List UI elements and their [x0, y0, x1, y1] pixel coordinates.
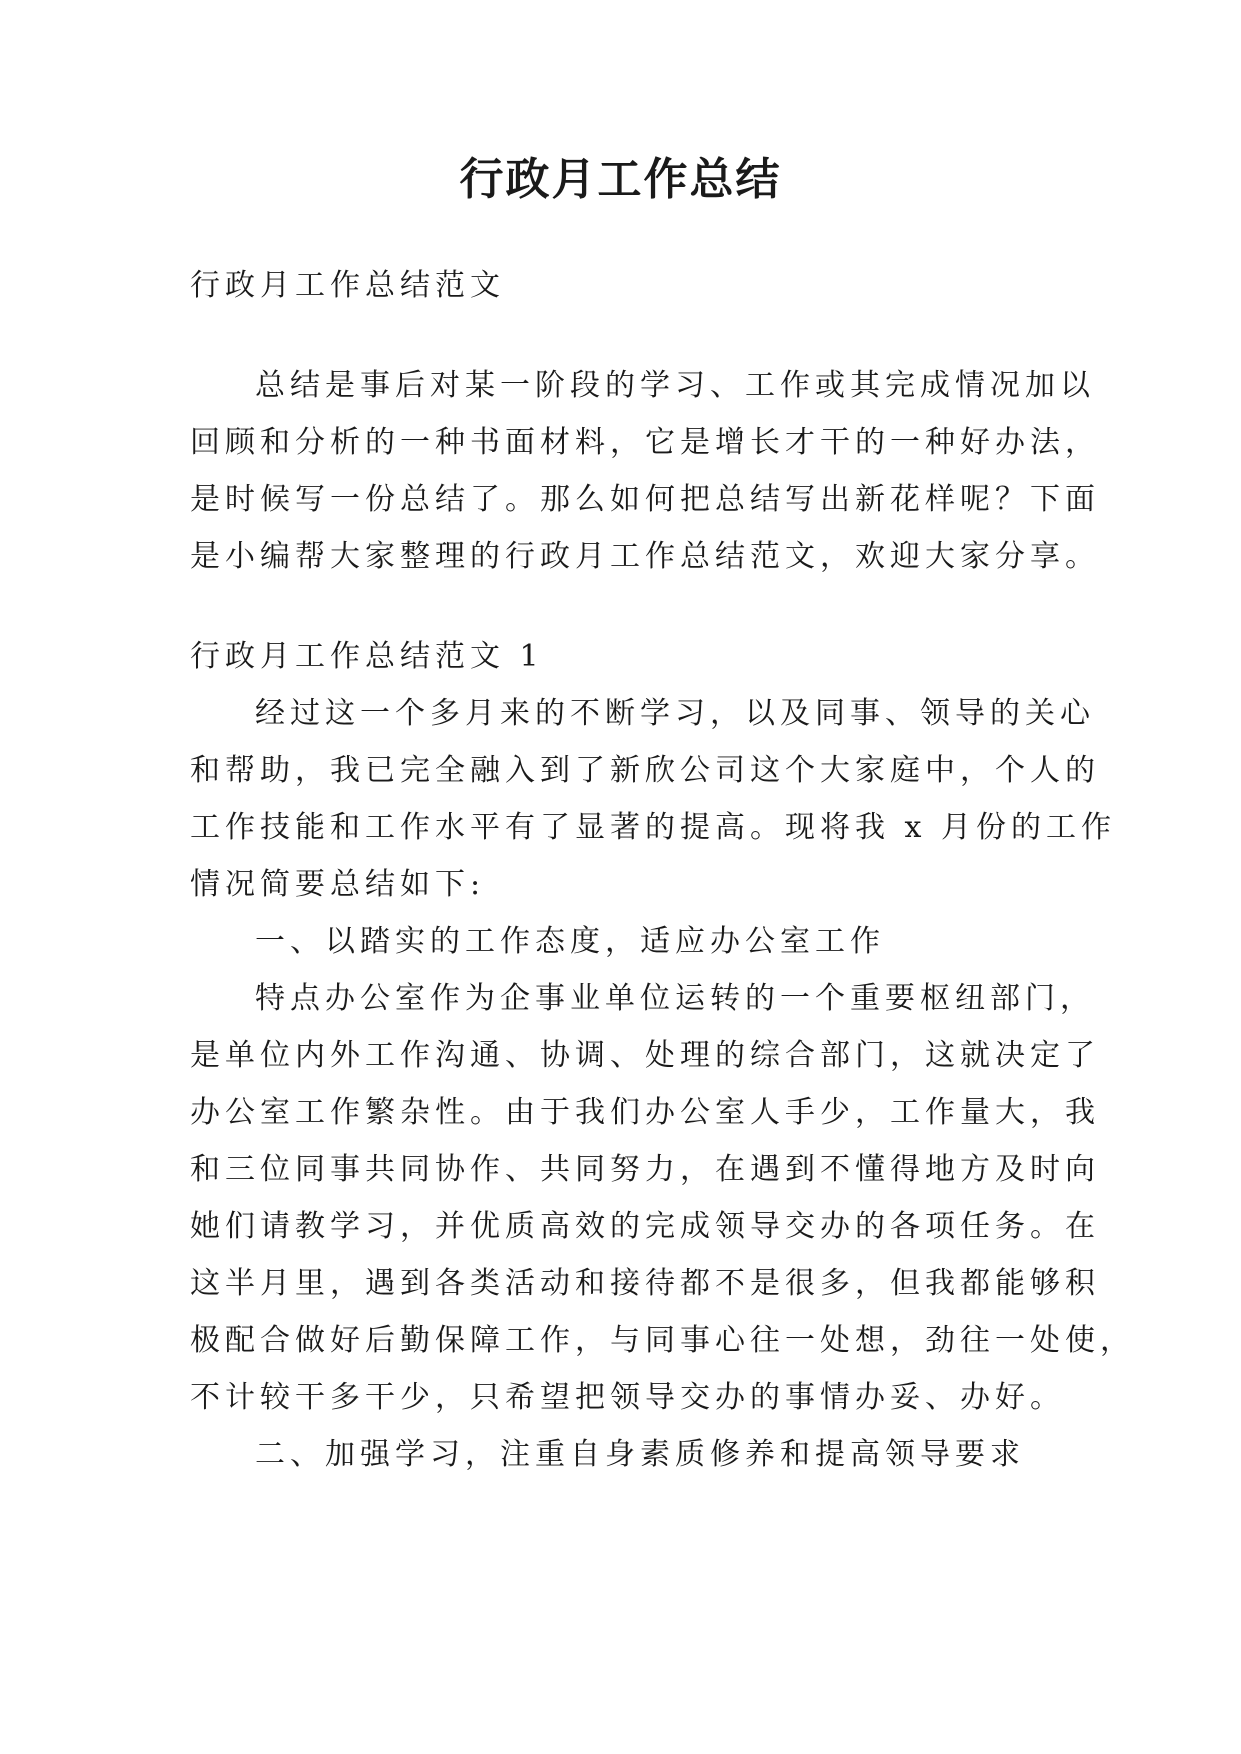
body-line: 不计较干多干少，只希望把领导交办的事情办妥、办好。	[190, 1380, 1065, 1415]
intro-line: 回顾和分析的一种书面材料，它是增长才干的一种好办法，	[190, 425, 1100, 460]
body-line: 工作技能和工作水平有了显著的提高。现将我 x 月份的工作	[190, 810, 1116, 845]
body-line: 和三位同事共同协作、共同努力，在遇到不懂得地方及时向	[190, 1152, 1100, 1187]
body-line: 办公室工作繁杂性。由于我们办公室人手少，工作量大，我	[190, 1095, 1100, 1130]
body-line: 她们请教学习，并优质高效的完成领导交办的各项任务。在	[190, 1209, 1100, 1244]
body-line: 极配合做好后勤保障工作，与同事心往一处想，劲往一处使，	[190, 1323, 1135, 1358]
body-line: 这半月里，遇到各类活动和接待都不是很多，但我都能够积	[190, 1266, 1100, 1301]
section-heading: 行政月工作总结范文 1	[190, 639, 544, 674]
subheading-2: 二、加强学习，注重自身素质修养和提高领导要求	[255, 1437, 1025, 1472]
intro-line: 总结是事后对某一阶段的学习、工作或其完成情况加以	[255, 368, 1095, 403]
body-line: 是单位内外工作沟通、协调、处理的综合部门，这就决定了	[190, 1038, 1100, 1073]
body-line: 和帮助，我已完全融入到了新欣公司这个大家庭中，个人的	[190, 753, 1100, 788]
body-line: 情况简要总结如下:	[190, 867, 486, 902]
intro-line: 是时候写一份总结了。那么如何把总结写出新花样呢？下面	[190, 482, 1100, 517]
document-subtitle: 行政月工作总结范文	[190, 268, 505, 303]
document-title: 行政月工作总结	[459, 154, 782, 205]
body-line: 特点办公室作为企事业单位运转的一个重要枢纽部门，	[255, 981, 1095, 1016]
subheading-1: 一、以踏实的工作态度，适应办公室工作	[255, 924, 885, 959]
intro-line: 是小编帮大家整理的行政月工作总结范文，欢迎大家分享。	[190, 539, 1100, 574]
body-line: 经过这一个多月来的不断学习，以及同事、领导的关心	[255, 696, 1095, 731]
